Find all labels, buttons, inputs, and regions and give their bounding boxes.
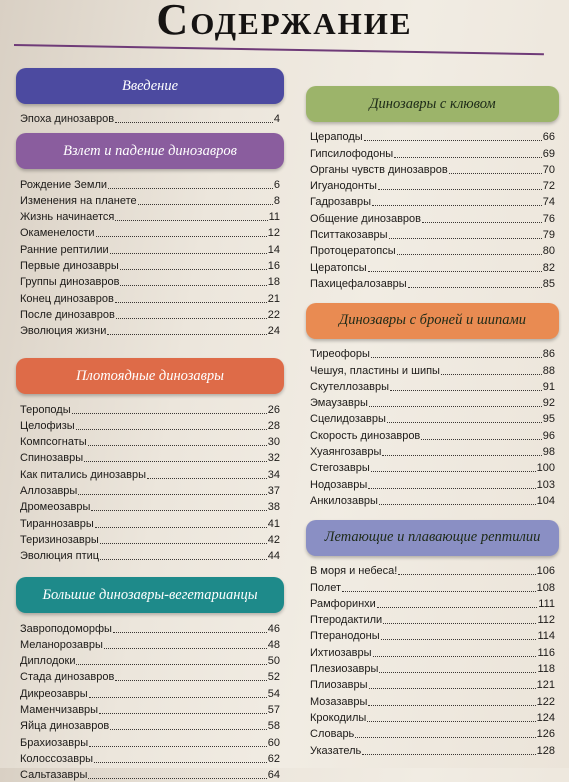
dot-leader — [147, 478, 267, 479]
section-heading-carnivores: Плотоядные динозавры — [16, 358, 284, 394]
entry-title: Диплодоки — [20, 655, 76, 668]
dot-leader — [89, 746, 267, 747]
dot-leader — [368, 705, 535, 706]
entry-title: Тероподы — [20, 403, 71, 416]
toc-entry[interactable] — [20, 636, 280, 652]
entry-title: Общение динозавров — [310, 212, 422, 225]
entry-page-number: 95 — [542, 413, 555, 426]
dot-leader — [104, 648, 267, 649]
entry-list — [310, 128, 555, 291]
entry-page-number: 37 — [267, 485, 280, 498]
dot-leader — [389, 238, 542, 239]
section-beaked — [310, 86, 555, 291]
entry-title: Спинозавры — [20, 452, 84, 465]
dot-leader — [100, 543, 267, 544]
entry-page-number: 103 — [536, 478, 555, 491]
entry-page-number: 58 — [267, 720, 280, 733]
entry-title: Крокодилы — [310, 711, 367, 724]
entry-page-number: 122 — [536, 695, 555, 708]
dot-leader — [342, 591, 536, 592]
toc-entry[interactable] — [310, 177, 555, 193]
entry-page-number: 26 — [267, 403, 280, 416]
toc-entry[interactable] — [20, 514, 280, 530]
entry-title: Изменения на планете — [20, 194, 137, 207]
entry-page-number: 86 — [542, 348, 555, 361]
dot-leader — [113, 632, 267, 633]
dot-leader — [367, 721, 535, 722]
section-carnivores — [20, 358, 280, 563]
dot-leader — [76, 429, 267, 430]
entry-page-number: 98 — [542, 446, 555, 459]
dot-leader — [368, 488, 535, 489]
entry-page-number: 52 — [267, 671, 280, 684]
section-heading-rise: Взлет и падение динозавров — [16, 133, 284, 169]
entry-page-number: 92 — [542, 397, 555, 410]
entry-page-number: 85 — [542, 277, 555, 290]
entry-page-number: 44 — [267, 550, 280, 563]
toc-entry[interactable] — [310, 361, 555, 377]
dot-leader — [362, 754, 535, 755]
dot-leader — [408, 287, 542, 288]
entry-title: Как питались динозавры — [20, 468, 147, 481]
dot-leader — [100, 559, 267, 560]
toc-entry[interactable] — [310, 242, 555, 258]
right-column — [310, 86, 555, 758]
entry-page-number: 91 — [542, 380, 555, 393]
entry-page-number: 124 — [536, 711, 555, 724]
entry-title: Пахицефалозавры — [310, 277, 407, 290]
dot-leader — [382, 455, 541, 456]
toc-entry[interactable] — [20, 240, 280, 256]
toc-entry[interactable] — [20, 175, 280, 191]
entry-title: Цератопсы — [310, 261, 367, 274]
entry-title: Указатель — [310, 744, 362, 757]
toc-entry[interactable] — [20, 273, 280, 289]
toc-entry[interactable] — [20, 701, 280, 717]
entry-page-number: 32 — [267, 452, 280, 465]
entry-list — [310, 345, 555, 508]
entry-title: Тиреофоры — [310, 348, 370, 361]
entry-title: Рамфоринхи — [310, 597, 376, 610]
toc-entry[interactable] — [20, 110, 280, 126]
entry-title: Меланорозавры — [20, 638, 103, 651]
entry-title: Плезиозавры — [310, 663, 379, 676]
entry-page-number: 38 — [267, 501, 280, 514]
entry-page-number: 74 — [542, 196, 555, 209]
dot-leader — [72, 413, 267, 414]
section-armored — [310, 303, 555, 508]
dot-leader — [120, 269, 267, 270]
dot-leader — [421, 439, 541, 440]
toc-entry[interactable] — [20, 531, 280, 547]
entry-title: Яйца динозавров — [20, 720, 110, 733]
toc-entry[interactable] — [310, 128, 555, 144]
entry-list — [20, 400, 280, 563]
section-heading-armored: Динозавры с броней и шипами — [306, 303, 559, 339]
toc-entry[interactable] — [310, 161, 555, 177]
entry-page-number: 126 — [536, 728, 555, 741]
entry-page-number: 108 — [536, 581, 555, 594]
section-herbivores — [20, 577, 280, 782]
entry-title: Маменчизавры — [20, 704, 99, 717]
entry-title: Ихтиозавры — [310, 646, 372, 659]
entry-page-number: 112 — [537, 614, 555, 627]
entry-title: Теризинозавры — [20, 533, 99, 546]
entry-title: Органы чувств динозавров — [310, 163, 448, 176]
entry-page-number: 24 — [267, 325, 280, 338]
dot-leader — [369, 406, 542, 407]
toc-entry[interactable] — [310, 378, 555, 394]
dot-leader — [368, 271, 542, 272]
entry-title: Компсогнаты — [20, 436, 87, 449]
entry-page-number: 62 — [267, 752, 280, 765]
toc-entry[interactable] — [310, 627, 555, 643]
entry-list — [310, 562, 555, 758]
entry-page-number: 76 — [542, 212, 555, 225]
toc-entry[interactable] — [20, 400, 280, 416]
entry-title: Эмаузавры — [310, 397, 368, 410]
toc-entry[interactable] — [310, 209, 555, 225]
entry-page-number: 30 — [267, 436, 280, 449]
entry-title: Мозазавры — [310, 695, 368, 708]
entry-page-number: 4 — [273, 113, 280, 126]
dot-leader — [110, 253, 267, 254]
entry-page-number: 22 — [267, 308, 280, 321]
entry-page-number: 41 — [267, 517, 280, 530]
dot-leader — [369, 688, 536, 689]
title-divider — [14, 44, 544, 55]
toc-entry[interactable] — [20, 449, 280, 465]
entry-title: Завроподоморфы — [20, 622, 112, 635]
toc-entry[interactable] — [310, 144, 555, 160]
entry-page-number: 46 — [267, 622, 280, 635]
toc-entry[interactable] — [20, 208, 280, 224]
dot-leader — [108, 188, 273, 189]
entry-title: Анкилозавры — [310, 494, 378, 507]
entry-title: После динозавров — [20, 308, 115, 321]
entry-page-number: 80 — [542, 245, 555, 258]
toc-entry[interactable] — [20, 465, 280, 481]
entry-page-number: 48 — [267, 638, 280, 651]
dot-leader — [397, 254, 542, 255]
dot-leader — [88, 445, 267, 446]
dot-leader — [441, 374, 542, 375]
entry-page-number: 12 — [267, 227, 280, 240]
toc-entry[interactable] — [310, 741, 555, 757]
toc-entry[interactable] — [310, 578, 555, 594]
dot-leader — [88, 778, 266, 779]
entry-page-number: 106 — [536, 565, 555, 578]
entry-page-number: 6 — [273, 178, 280, 191]
entry-page-number: 66 — [542, 131, 555, 144]
entry-page-number: 16 — [267, 260, 280, 273]
entry-title: Скорость динозавров — [310, 429, 421, 442]
entry-page-number: 8 — [273, 194, 280, 207]
entry-list — [20, 110, 280, 126]
dot-leader — [355, 737, 535, 738]
entry-page-number: 42 — [267, 533, 280, 546]
entry-page-number: 128 — [536, 744, 555, 757]
dot-leader — [138, 204, 273, 205]
toc-entry[interactable] — [20, 306, 280, 322]
entry-title: Гипсилофодоны — [310, 147, 394, 160]
entry-title: Дикреозавры — [20, 687, 88, 700]
dot-leader — [115, 220, 267, 221]
dot-leader — [371, 357, 542, 358]
toc-entry[interactable] — [20, 652, 280, 668]
entry-title: Целофизы — [20, 419, 75, 432]
entry-page-number: 64 — [267, 769, 280, 782]
dot-leader — [99, 713, 267, 714]
dot-leader — [390, 390, 542, 391]
entry-title: Пситтакозавры — [310, 229, 388, 242]
toc-entry[interactable] — [20, 750, 280, 766]
entry-page-number: 72 — [542, 180, 555, 193]
toc-entry[interactable] — [20, 417, 280, 433]
toc-entry[interactable] — [310, 426, 555, 442]
section-flying — [310, 520, 555, 758]
section-intro — [20, 68, 280, 126]
entry-page-number: 11 — [268, 211, 280, 224]
entry-title: Аллозавры — [20, 485, 78, 498]
entry-title: Сальтазавры — [20, 769, 88, 782]
entry-title: Хуаянгозавры — [310, 446, 382, 459]
dot-leader — [115, 302, 267, 303]
entry-title: Птеранодоны — [310, 630, 380, 643]
toc-entry[interactable] — [20, 547, 280, 563]
entry-title: Тираннозавры — [20, 517, 94, 530]
entry-page-number: 79 — [542, 229, 555, 242]
entry-title: Протоцератопсы — [310, 245, 396, 258]
entry-page-number: 114 — [537, 630, 555, 643]
entry-page-number: 57 — [267, 704, 280, 717]
entry-page-number: 54 — [267, 687, 280, 700]
entry-page-number: 104 — [536, 494, 555, 507]
entry-title: Эволюция жизни — [20, 325, 107, 338]
toc-entry[interactable] — [310, 643, 555, 659]
dot-leader — [398, 574, 535, 575]
entry-page-number: 28 — [267, 419, 280, 432]
toc-entry[interactable] — [310, 475, 555, 491]
toc-entry[interactable] — [310, 660, 555, 676]
dot-leader — [115, 122, 273, 123]
dot-leader — [116, 318, 267, 319]
entry-title: Эволюция птиц — [20, 550, 100, 563]
entry-title: Чешуя, пластины и шипы — [310, 364, 440, 377]
toc-entry[interactable] — [20, 192, 280, 208]
dot-leader — [364, 140, 542, 141]
toc-entry[interactable] — [310, 692, 555, 708]
dot-leader — [381, 639, 537, 640]
entry-page-number: 50 — [267, 655, 280, 668]
entry-title: Птеродактили — [310, 614, 383, 627]
toc-entry[interactable] — [20, 498, 280, 514]
section-heading-beaked: Динозавры с клювом — [306, 86, 559, 122]
entry-title: Дромеозавры — [20, 501, 91, 514]
toc-entry[interactable] — [310, 595, 555, 611]
dot-leader — [84, 461, 267, 462]
section-heading-flying: Летающие и плавающие рептилии — [306, 520, 559, 556]
toc-entry[interactable] — [310, 258, 555, 274]
dot-leader — [120, 285, 266, 286]
toc-entry[interactable] — [310, 676, 555, 692]
dot-leader — [373, 656, 537, 657]
dot-leader — [96, 236, 267, 237]
dot-leader — [449, 173, 542, 174]
dot-leader — [372, 205, 542, 206]
dot-leader — [394, 157, 542, 158]
dot-leader — [89, 697, 267, 698]
toc-entry[interactable] — [20, 224, 280, 240]
entry-page-number: 18 — [267, 276, 280, 289]
entry-title: Нодозавры — [310, 478, 368, 491]
entry-page-number: 60 — [267, 736, 280, 749]
entry-title: Колоссозавры — [20, 752, 94, 765]
entry-page-number: 118 — [537, 663, 555, 676]
entry-page-number: 116 — [537, 646, 555, 659]
section-heading-herbivores: Большие динозавры-вегетарианцы — [16, 577, 284, 613]
dot-leader — [387, 422, 542, 423]
toc-entry[interactable] — [20, 257, 280, 273]
toc-entry[interactable] — [310, 562, 555, 578]
section-rise — [20, 133, 280, 338]
entry-page-number: 111 — [538, 597, 555, 610]
toc-entry[interactable] — [310, 492, 555, 508]
entry-title: Рождение Земли — [20, 178, 108, 191]
entry-title: Игуанодонты — [310, 180, 377, 193]
entry-title: Ранние рептилии — [20, 243, 109, 256]
entry-title: Плиозавры — [310, 679, 368, 692]
dot-leader — [379, 504, 536, 505]
toc-entry[interactable] — [20, 322, 280, 338]
entry-title: Группы динозавров — [20, 276, 120, 289]
entry-title: Брахиозавры — [20, 736, 89, 749]
entry-title: В моря и небеса! — [310, 565, 398, 578]
entry-page-number: 82 — [542, 261, 555, 274]
toc-entry[interactable] — [310, 725, 555, 741]
entry-title: Сцелидозавры — [310, 413, 386, 426]
entry-page-number: 96 — [542, 429, 555, 442]
entry-title: Конец динозавров — [20, 292, 114, 305]
toc-entry[interactable] — [20, 733, 280, 749]
entry-page-number: 69 — [542, 147, 555, 160]
dot-leader — [76, 664, 266, 665]
entry-title: Цераподы — [310, 131, 363, 144]
toc-entry[interactable] — [310, 443, 555, 459]
toc-entry[interactable] — [310, 459, 555, 475]
entry-title: Скутеллозавры — [310, 380, 390, 393]
dot-leader — [422, 222, 542, 223]
toc-entry[interactable] — [310, 611, 555, 627]
dot-leader — [371, 471, 536, 472]
toc-entry[interactable] — [310, 345, 555, 361]
entry-title: Словарь — [310, 728, 355, 741]
toc-entry[interactable] — [20, 766, 280, 782]
dot-leader — [379, 672, 536, 673]
entry-title: Окаменелости — [20, 227, 95, 240]
entry-title: Эпоха динозавров — [20, 113, 115, 126]
dot-leader — [378, 189, 542, 190]
toc-entry[interactable] — [20, 717, 280, 733]
dot-leader — [383, 623, 536, 624]
toc-entry[interactable] — [20, 619, 280, 635]
toc-entry[interactable] — [310, 275, 555, 291]
entry-page-number: 70 — [542, 163, 555, 176]
dot-leader — [78, 494, 266, 495]
dot-leader — [107, 334, 266, 335]
dot-leader — [94, 762, 267, 763]
dot-leader — [91, 510, 266, 511]
entry-page-number: 14 — [267, 243, 280, 256]
entry-title: Гадрозавры — [310, 196, 372, 209]
toc-entry[interactable] — [310, 193, 555, 209]
entry-list — [20, 175, 280, 338]
entry-list — [20, 619, 280, 782]
toc-entry[interactable] — [310, 709, 555, 725]
toc-entry[interactable] — [20, 482, 280, 498]
dot-leader — [95, 527, 267, 528]
toc-entry[interactable] — [20, 668, 280, 684]
toc-entry[interactable] — [310, 226, 555, 242]
entry-page-number: 100 — [536, 462, 555, 475]
dot-leader — [110, 729, 266, 730]
entry-page-number: 21 — [267, 292, 280, 305]
entry-title: Полет — [310, 581, 341, 594]
toc-entry[interactable] — [20, 684, 280, 700]
section-heading-intro: Введение — [16, 68, 284, 104]
entry-title: Жизнь начинается — [20, 211, 115, 224]
entry-page-number: 121 — [536, 679, 555, 692]
page-title: Содержание — [156, 0, 413, 44]
toc-entry[interactable] — [20, 433, 280, 449]
entry-title: Первые динозавры — [20, 260, 119, 273]
dot-leader — [115, 680, 266, 681]
entry-title: Стегозавры — [310, 462, 370, 475]
toc-entry[interactable] — [20, 289, 280, 305]
entry-title: Стада динозавров — [20, 671, 115, 684]
entry-page-number: 88 — [542, 364, 555, 377]
dot-leader — [377, 607, 537, 608]
toc-entry[interactable] — [310, 410, 555, 426]
toc-entry[interactable] — [310, 394, 555, 410]
entry-page-number: 34 — [267, 468, 280, 481]
left-column — [20, 68, 280, 782]
